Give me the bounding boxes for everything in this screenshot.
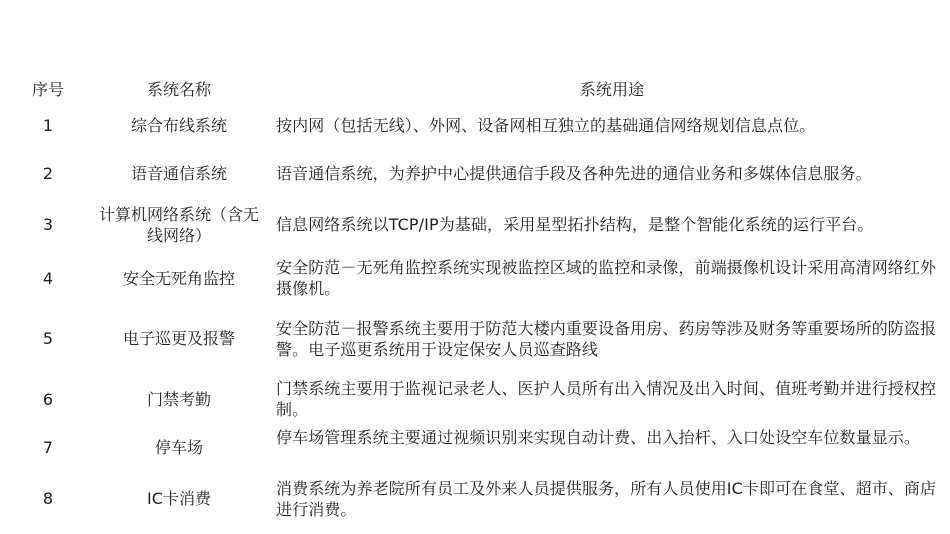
- row-7-use: 停车场管理系统主要通过视频识别来实现自动计费、出入抬杆、入口处设空车位数量显示。: [276, 428, 921, 447]
- row-7-no: 7: [42, 438, 54, 457]
- row-3-name: 计算机网络系统（含无线网络）: [98, 205, 259, 245]
- row-2-name: 语音通信系统: [130, 164, 227, 183]
- header-name: 系统名称: [146, 80, 211, 99]
- row-5-no: 5: [42, 329, 54, 348]
- row-6-name: 门禁考勤: [146, 390, 211, 409]
- row-1-no: 1: [42, 116, 54, 135]
- row-4-no: 4: [42, 269, 54, 288]
- row-2-use: 语音通信系统，为养护中心提供通信手段及各种先进的通信业务和多媒体信息服务。: [276, 164, 872, 183]
- row-3-no: 3: [42, 215, 54, 234]
- row-5-name: 电子巡更及报警: [122, 329, 235, 348]
- row-8-no: 8: [42, 489, 54, 508]
- header-use: 系统用途: [579, 80, 645, 99]
- row-6-use: 门禁系统主要用于监视记录老人、医护人员所有出入情况及出入时间、值班考勤并进行授权控制。: [276, 379, 937, 419]
- header-no: 序号: [31, 80, 64, 99]
- row-7-name: 停车场: [154, 438, 203, 457]
- row-4-name: 安全无死角监控: [122, 269, 235, 288]
- row-6-no: 6: [42, 390, 54, 409]
- row-3-use: 信息网络系统以TCP/IP为基础，采用星型拓扑结构，是整个智能化系统的运行平台。: [276, 215, 874, 234]
- row-8-use: 消费系统为养老院所有员工及外来人员提供服务，所有人员使用IC卡即可在食堂、超市、商店进行消费。: [276, 479, 937, 519]
- row-1-use: 按内网（包括无线）、外网、设备网相互独立的基础通信网络规划信息点位。: [276, 116, 816, 135]
- row-1-name: 综合布线系统: [130, 116, 227, 135]
- row-4-use: 安全防范－无死角监控系统实现被监控区域的监控和录像，前端摄像机设计采用高清网络红外摄像机。: [276, 258, 937, 298]
- row-8-name: IC卡消费: [147, 489, 211, 508]
- row-2-no: 2: [42, 164, 54, 183]
- row-5-use: 安全防范－报警系统主要用于防范大楼内重要设备用房、药房等涉及财务等重要场所的防盗报警。电子巡更系统用于设定保安人员巡查路线: [276, 319, 937, 359]
